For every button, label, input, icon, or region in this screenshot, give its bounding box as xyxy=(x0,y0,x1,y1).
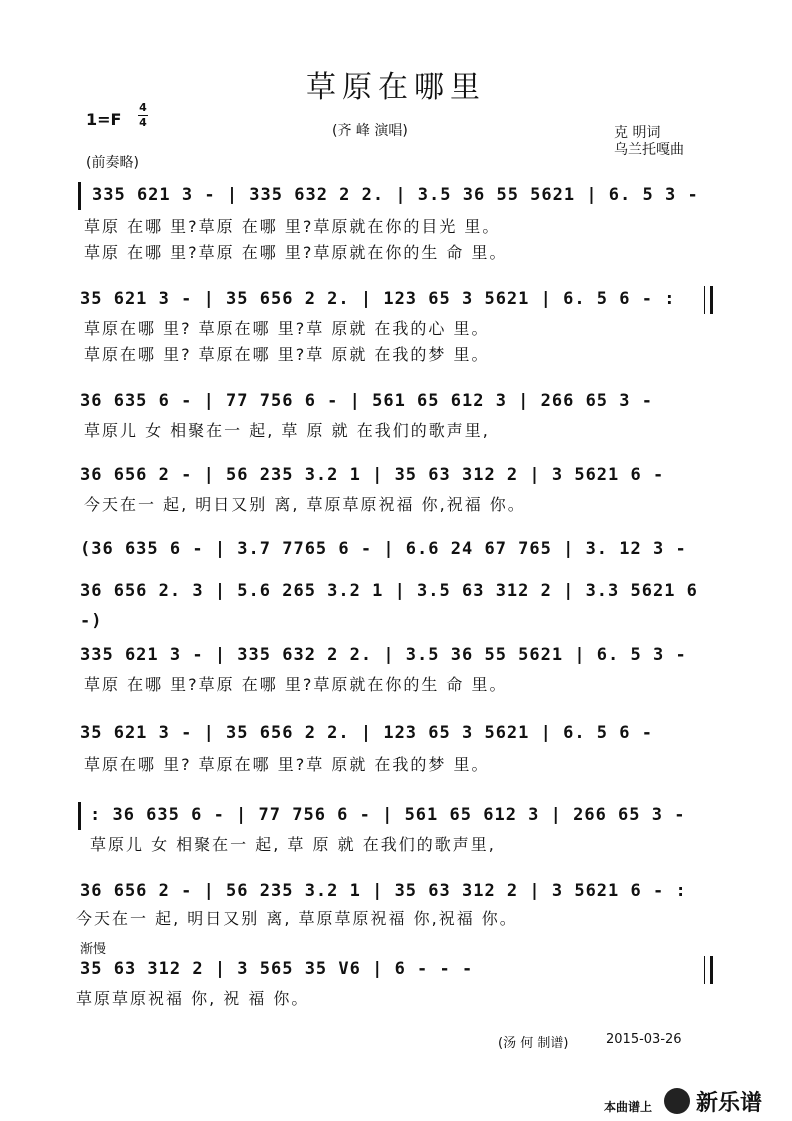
lyric-line: 草原儿 女 相聚在一 起, 草 原 就 在我们的歌声里, xyxy=(90,835,496,854)
notation-line: 36 656 2 - | 56 235 3.2 1 | 35 63 312 2 | 3 5621 6 - : xyxy=(80,881,687,901)
time-signature xyxy=(138,102,148,129)
staff-row-6 xyxy=(0,576,792,631)
staff-row-1 xyxy=(0,180,792,262)
notation-line: : 36 635 6 - | 77 756 6 - | 561 65 612 3 | 266 65 3 - xyxy=(90,805,686,825)
key-signature: 1=F xyxy=(86,110,122,129)
staff-row-7 xyxy=(0,640,792,694)
staff-row-10 xyxy=(0,876,792,928)
notation-line: 35 621 3 - | 35 656 2 2. | 123 65 3 5621 | 6. 5 6 - xyxy=(80,723,653,743)
lyric-line: 今天在一 起, 明日又别 离, 草原草原祝福 你,祝福 你。 xyxy=(76,909,518,928)
staff-row-8 xyxy=(0,718,792,774)
date-stamp: 2015-03-26 xyxy=(606,1032,682,1047)
notation-line: 35 621 3 - | 35 656 2 2. | 123 65 3 5621 | 6. 5 6 - : xyxy=(80,289,676,309)
footer-text: 本曲谱上 xyxy=(604,1100,653,1114)
notation-line: 335 621 3 - | 335 632 2 2. | 3.5 36 55 5621 | 6. 5 3 - xyxy=(92,185,699,205)
score-title: 草原在哪里 xyxy=(306,70,486,105)
time-signature-top: 4 xyxy=(139,101,147,114)
lyric-line: 草原草原祝福 你, 祝 福 你。 xyxy=(76,989,310,1008)
lyric-line: 今天在一 起, 明日又别 离, 草原草原祝福 你,祝福 你。 xyxy=(84,495,526,514)
lyric-line: 草原 在哪 里?草原 在哪 里?草原就在你的生 命 里。 xyxy=(84,675,508,694)
lyric-line: 草原在哪 里? 草原在哪 里?草 原就 在我的梦 里。 xyxy=(84,345,490,364)
composer-credit: 乌兰托嘎曲 xyxy=(614,142,684,158)
site-logo: 新乐谱 xyxy=(696,1091,763,1116)
staff-row-5 xyxy=(0,534,792,574)
lyric-line: 草原在哪 里? 草原在哪 里?草 原就 在我的梦 里。 xyxy=(84,755,490,774)
performer-credit: (齐 峰 演唱) xyxy=(332,123,408,139)
lyricist-credit: 克 明词 xyxy=(614,125,661,141)
lyric-line: 草原 在哪 里?草原 在哪 里?草原就在你的生 命 里。 xyxy=(84,243,508,262)
time-signature-bottom: 4 xyxy=(139,116,147,129)
staff-row-2 xyxy=(0,284,792,364)
prelude-note: (前奏略) xyxy=(86,155,139,171)
notation-line: (36 635 6 - | 3.7 7765 6 - | 6.6 24 67 765 | 3. 12 3 - xyxy=(80,539,687,559)
notation-line: 36 635 6 - | 77 756 6 - | 561 65 612 3 | 266 65 3 - xyxy=(80,391,653,411)
tempo-marking-slow: 渐慢 xyxy=(80,942,107,957)
notation-line: 335 621 3 - | 335 632 2 2. | 3.5 36 55 5621 | 6. 5 3 - xyxy=(80,645,687,665)
staff-row-11 xyxy=(0,954,792,1008)
vinyl-record-icon xyxy=(664,1088,690,1114)
staff-row-3 xyxy=(0,386,792,440)
notation-line: 35 63 312 2 | 3 565 35 V6 | 6 - - - xyxy=(80,959,474,979)
staff-row-9 xyxy=(0,800,792,854)
notation-line: 36 656 2. 3 | 5.6 265 3.2 1 | 3.5 63 312 2 | 3.3 5621 6 -) xyxy=(80,581,698,631)
arranger-credit: (汤 何 制谱) xyxy=(498,1036,569,1051)
lyric-line: 草原在哪 里? 草原在哪 里?草 原就 在我的心 里。 xyxy=(84,319,490,338)
lyric-line: 草原 在哪 里?草原 在哪 里?草原就在你的目光 里。 xyxy=(84,217,501,236)
lyric-line: 草原儿 女 相聚在一 起, 草 原 就 在我们的歌声里, xyxy=(84,421,490,440)
staff-row-4 xyxy=(0,460,792,514)
notation-line: 36 656 2 - | 56 235 3.2 1 | 35 63 312 2 | 3 5621 6 - xyxy=(80,465,665,485)
